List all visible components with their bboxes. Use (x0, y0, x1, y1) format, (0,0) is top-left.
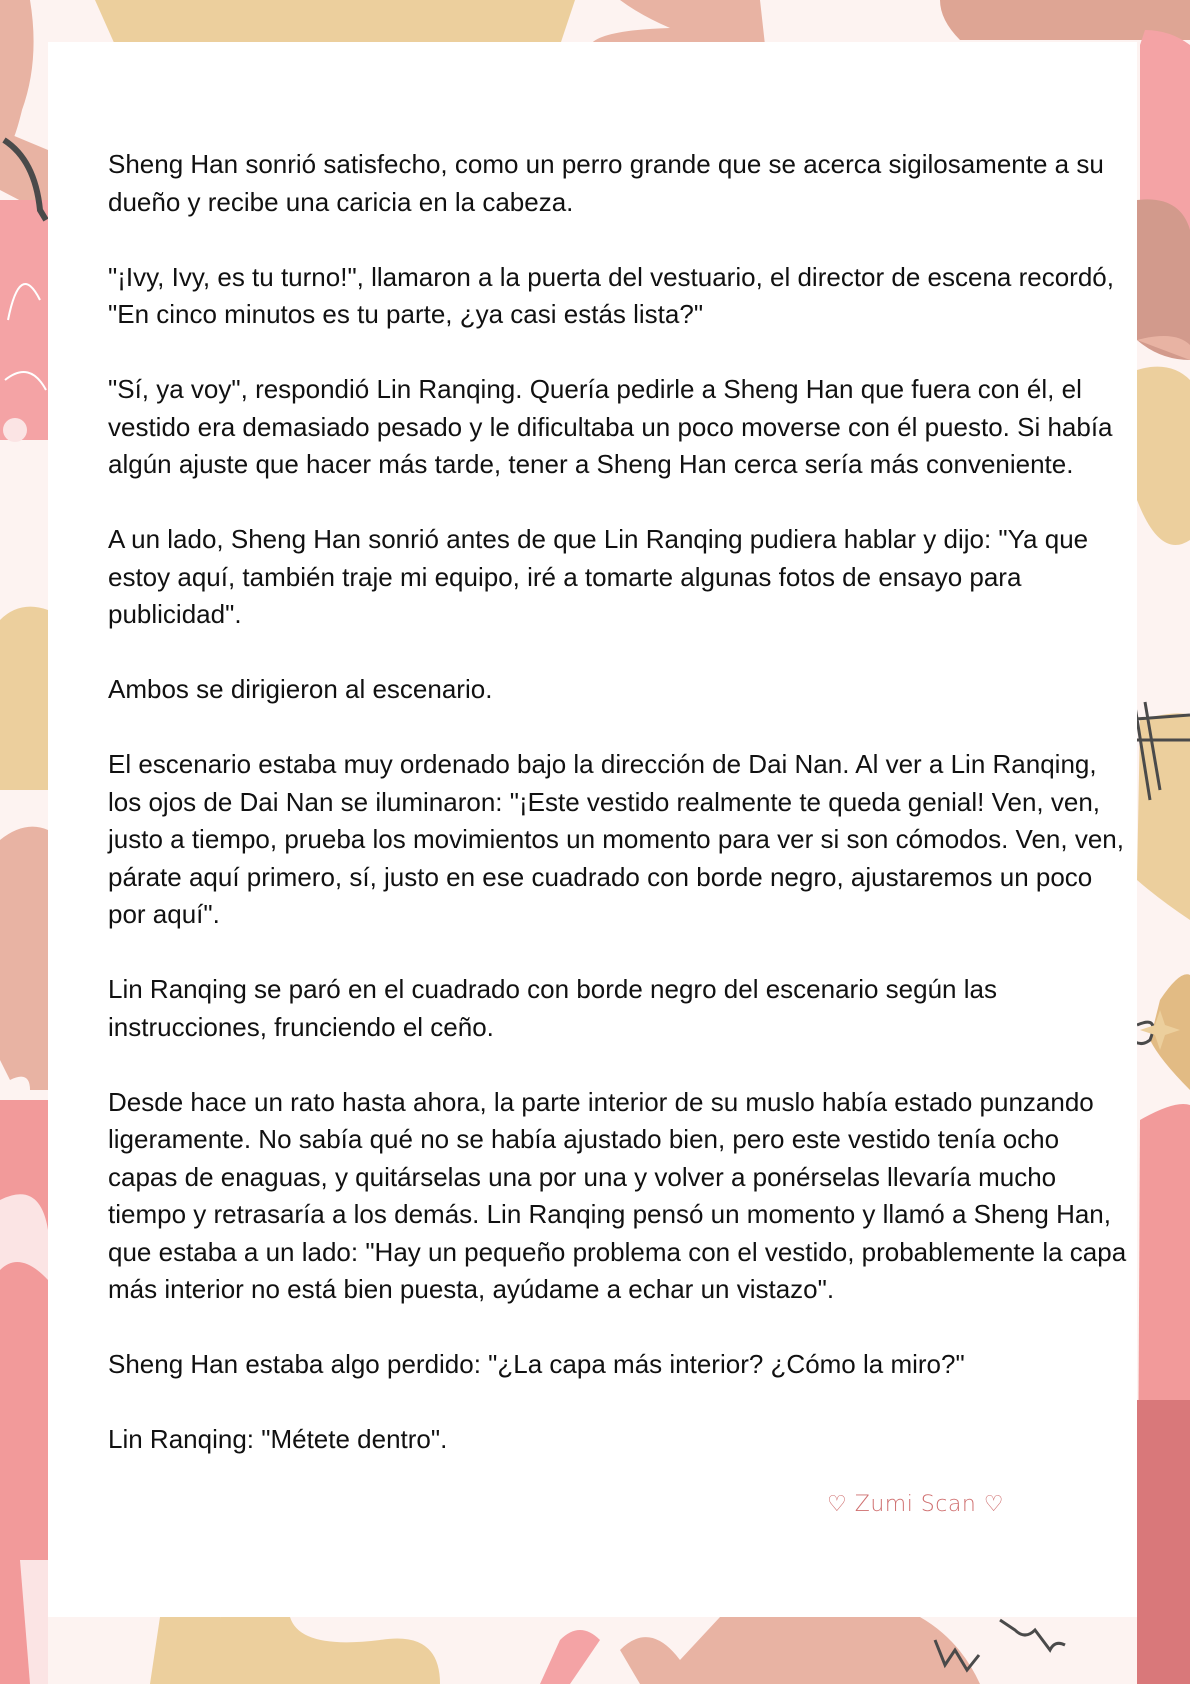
paragraph: Sheng Han sonrió satisfecho, como un perro grande que se acerca sigilosamente a su dueño y recibe una caricia en la cabeza. (108, 149, 1104, 217)
paragraph: El escenario estaba muy ordenado bajo la dirección de Dai Nan. Al ver a Lin Ranqing, los ojos de Dai Nan se iluminaron: "¡Este vestido realmente te queda genial! Ven, ven, justo a tiempo, prueba los movimientos un momento para ver si son cómodos. Ven, ven, párate aquí primero, sí, justo en ese cuadrado con borde negro, ajustaremos un poco por aquí". (108, 749, 1124, 929)
paragraph: Desde hace un rato hasta ahora, la parte interior de su muslo había estado punzando ligeramente. No sabía qué no se había ajustado bien, pero este vestido tenía ocho capas de enaguas, y quitárselas una por una y volver a ponérselas llevaría mucho tiempo y retrasaría a los demás. Lin Ranqing pensó un momento y llamó a Sheng Han, que estaba a un lado: "Hay un pequeño problema con el vestido, probablemente la capa más interior no está bien puesta, ayúdame a echar un vistazo". (108, 1086, 1127, 1304)
paragraph: Lin Ranqing se paró en el cuadrado con borde negro del escenario según las instrucciones, frunciendo el ceño. (108, 974, 997, 1042)
document-body (108, 146, 1128, 1496)
paragraph: "¡Ivy, Ivy, es tu turno!", llamaron a la puerta del vestuario, el director de escena recordó, "En cinco minutos es tu parte, ¿ya casi estás lista?" (108, 261, 1114, 329)
document-page (48, 42, 1137, 1617)
watermark: ♡ Zumi Scan ♡ (827, 1492, 1004, 1517)
paragraph: Lin Ranqing: "Métete dentro". (108, 1424, 448, 1454)
paragraph: A un lado, Sheng Han sonrió antes de que Lin Ranqing pudiera hablar y dijo: "Ya que estoy aquí, también traje mi equipo, iré a tomarte algunas fotos de ensayo para publicidad". (108, 524, 1089, 629)
paragraph: Ambos se dirigieron al escenario. (108, 674, 493, 704)
paragraph: Sheng Han estaba algo perdido: "¿La capa más interior? ¿Cómo la miro?" (108, 1349, 965, 1379)
paragraph: "Sí, ya voy", respondió Lin Ranqing. Quería pedirle a Sheng Han que fuera con él, el vestido era demasiado pesado y le dificultaba un poco moverse con él puesto. Si había algún ajuste que hacer más tarde, tener a Sheng Han cerca sería más conveniente. (108, 374, 1113, 479)
